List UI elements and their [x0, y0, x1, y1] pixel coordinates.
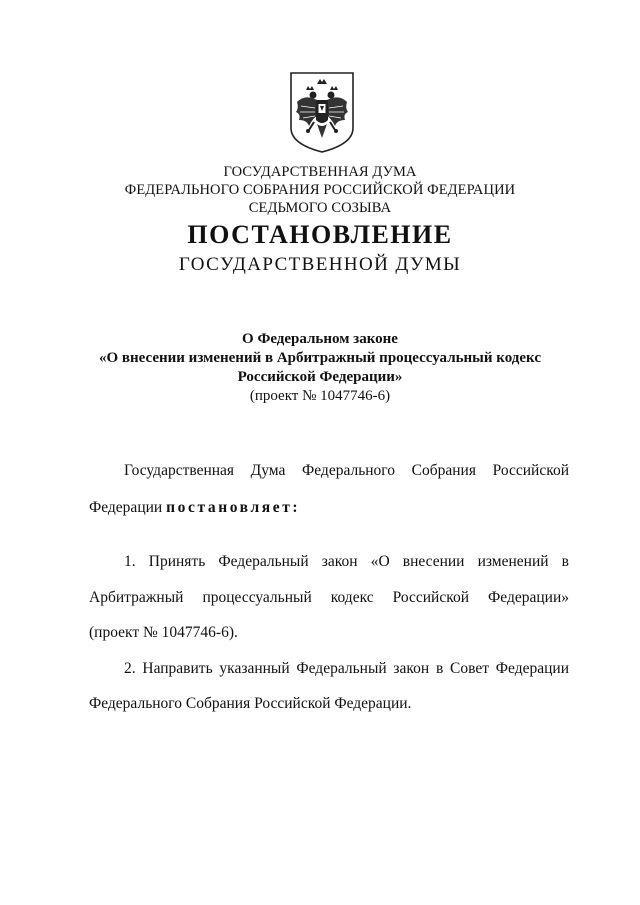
- document-title: ПОСТАНОВЛЕНИЕ: [187, 220, 453, 249]
- preamble-line-1: Государственная Дума Федерального Собрания Российской: [124, 462, 569, 479]
- item-2-line-2: Федерального Собрания Российской Федерации.: [89, 695, 412, 712]
- item-1-line-1: 1. Принять Федеральный закон «О внесении изменений в: [124, 553, 569, 570]
- header-line-3: СЕДЬМОГО СОЗЫВА: [248, 200, 392, 216]
- header-line-2: ФЕДЕРАЛЬНОГО СОБРАНИЯ РОССИЙСКОЙ ФЕДЕРАЦИИ: [124, 182, 516, 198]
- item-1-line-3: (проект № 1047746-6).: [89, 624, 238, 641]
- item-2-line-1: 2. Направить указанный Федеральный закон в Совет Федерации: [124, 660, 569, 677]
- coat-of-arms-icon: [287, 70, 357, 154]
- document-subtitle: ГОСУДАРСТВЕННОЙ ДУМЫ: [178, 254, 462, 275]
- header-line-1: ГОСУДАРСТВЕННАЯ ДУМА: [223, 164, 417, 180]
- subject-line-2: «О внесении изменений в Арбитражный процессуальный кодекс: [99, 350, 541, 366]
- subject-line-3: Российской Федерации»: [237, 369, 403, 385]
- preamble-line-2-text: Федерации: [89, 499, 167, 516]
- resolves-word: постановляет:: [166, 499, 301, 516]
- item-1-line-2: Арбитражный процессуальный кодекс Российской Федерации»: [89, 589, 569, 606]
- subject-line-1: О Федеральном законе: [242, 331, 398, 347]
- preamble-line-2: [89, 498, 569, 518]
- subject-project-number: (проект № 1047746-6): [249, 388, 391, 404]
